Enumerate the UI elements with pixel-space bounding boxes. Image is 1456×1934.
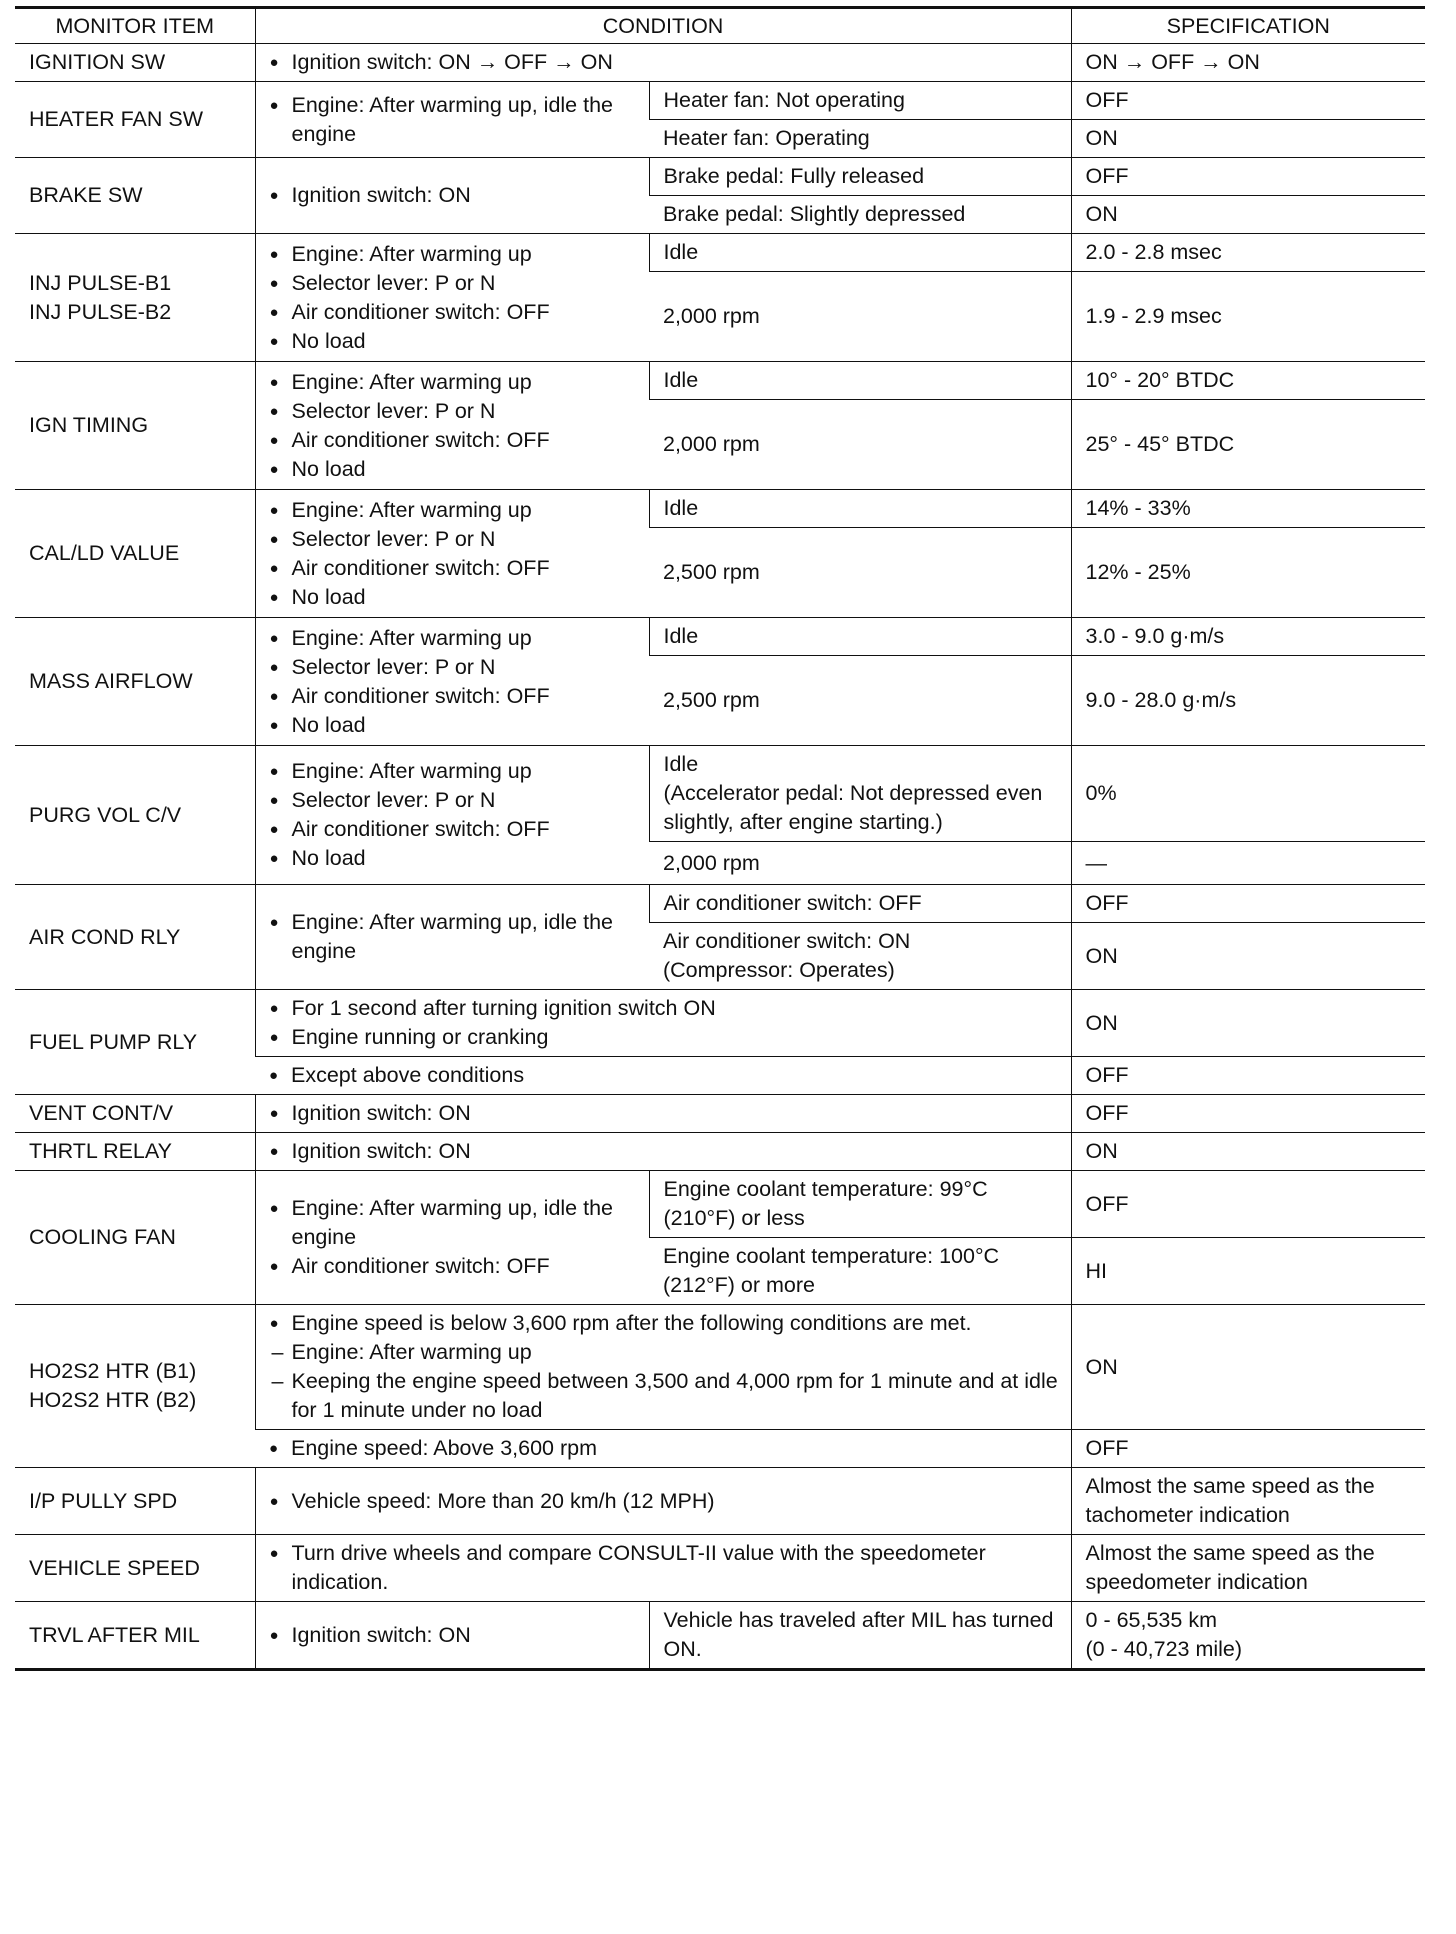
- specification-cell: 10° - 20° BTDC: [1071, 362, 1425, 400]
- table-row: [15, 158, 1425, 196]
- condition-cell: [255, 990, 1071, 1057]
- monitor-item: MASS AIRFLOW: [15, 618, 255, 746]
- table-row: [15, 44, 1425, 82]
- condition-bullet: ● Air conditioner switch: OFF: [270, 682, 637, 711]
- condition-bullet: ● Engine: After warming up: [270, 496, 637, 525]
- sub-condition-cell: Idle: [649, 362, 1071, 400]
- sub-condition-cell: Heater fan: Operating: [649, 120, 1071, 158]
- condition-dash: – Keeping the engine speed between 3,500 and 4,000 rpm for 1 minute and at idle for 1 minute under no load: [270, 1367, 1059, 1425]
- sub-condition-cell: Engine coolant temperature: 99°C (210°F) or less: [649, 1171, 1071, 1238]
- condition-cell: [255, 1133, 1071, 1171]
- condition-bullet: ● Engine speed: Above 3,600 rpm: [269, 1434, 1059, 1463]
- condition-cell: [255, 1468, 1071, 1535]
- condition-cell: [255, 1305, 1071, 1430]
- specification-cell: ON: [1071, 1133, 1425, 1171]
- monitor-table-container: [15, 6, 1425, 1671]
- condition-bullet: ● Engine: After warming up: [270, 624, 637, 653]
- condition-bullet: ● Ignition switch: ON → OFF → ON: [270, 48, 1059, 77]
- specification-cell: ON: [1071, 196, 1425, 234]
- sub-condition-cell: Idle (Accelerator pedal: Not depressed even slightly, after engine starting.): [649, 746, 1071, 842]
- monitor-item: PURG VOL C/V: [15, 746, 255, 885]
- specification-cell: OFF: [1071, 158, 1425, 196]
- specification-cell: ON: [1071, 923, 1425, 990]
- specification-cell: Almost the same speed as the tachometer indication: [1071, 1468, 1425, 1535]
- specification-cell: ON: [1071, 990, 1425, 1057]
- table-row: [15, 490, 1425, 528]
- header-condition: CONDITION: [255, 8, 1071, 44]
- condition-bullet: ● Selector lever: P or N: [270, 786, 637, 815]
- table-row: [15, 746, 1425, 842]
- table-row: [15, 618, 1425, 656]
- condition-bullet: ● Engine: After warming up: [270, 240, 637, 269]
- specification-cell: OFF: [1071, 885, 1425, 923]
- condition-cell: [255, 490, 649, 618]
- condition-bullet: ● Ignition switch: ON: [270, 1099, 1059, 1128]
- sub-condition-cell: Air conditioner switch: OFF: [649, 885, 1071, 923]
- condition-cell: [255, 234, 649, 362]
- condition-bullet: ● Engine: After warming up, idle the engine: [270, 1194, 637, 1252]
- specification-cell: 0 - 65,535 km (0 - 40,723 mile): [1071, 1602, 1425, 1670]
- specification-cell: ON: [1071, 120, 1425, 158]
- specification-cell: Almost the same speed as the speedometer indication: [1071, 1535, 1425, 1602]
- monitor-item: HEATER FAN SW: [15, 82, 255, 158]
- specification-cell: 12% - 25%: [1071, 528, 1425, 618]
- condition-bullet: ● Air conditioner switch: OFF: [270, 815, 637, 844]
- condition-bullet: ● Ignition switch: ON: [270, 1137, 1059, 1166]
- specification-cell: OFF: [1071, 1057, 1425, 1095]
- condition-cell: [255, 1057, 1071, 1095]
- monitor-item: HO2S2 HTR (B1) HO2S2 HTR (B2): [15, 1305, 255, 1468]
- monitor-item: CAL/LD VALUE: [15, 490, 255, 618]
- table-row: [15, 990, 1425, 1057]
- monitor-item: COOLING FAN: [15, 1171, 255, 1305]
- specification-cell: OFF: [1071, 1095, 1425, 1133]
- table-row: [15, 1602, 1425, 1670]
- table-row: [15, 1171, 1425, 1238]
- sub-condition-cell: Vehicle has traveled after MIL has turned ON.: [649, 1602, 1071, 1670]
- specification-cell: —: [1071, 842, 1425, 885]
- header-specification: SPECIFICATION: [1071, 8, 1425, 44]
- condition-bullet: ● Selector lever: P or N: [270, 269, 637, 298]
- monitor-item-table: [15, 6, 1425, 1671]
- sub-condition-cell: Engine coolant temperature: 100°C (212°F) or more: [649, 1238, 1071, 1305]
- specification-cell: HI: [1071, 1238, 1425, 1305]
- condition-cell: [255, 618, 649, 746]
- monitor-item: IGNITION SW: [15, 44, 255, 82]
- condition-cell: [255, 885, 649, 990]
- sub-condition-cell: Idle: [649, 234, 1071, 272]
- sub-condition-cell: Idle: [649, 618, 1071, 656]
- condition-cell: [255, 82, 649, 158]
- condition-bullet: ● Turn drive wheels and compare CONSULT-II value with the speedometer indication.: [270, 1539, 1059, 1597]
- condition-bullet: ● Selector lever: P or N: [270, 653, 637, 682]
- condition-bullet: ● Air conditioner switch: OFF: [270, 426, 637, 455]
- table-row: [15, 362, 1425, 400]
- table-row: [15, 1133, 1425, 1171]
- condition-cell: [255, 1095, 1071, 1133]
- condition-bullet: ● Vehicle speed: More than 20 km/h (12 MPH): [270, 1487, 1059, 1516]
- specification-cell: ON → OFF → ON: [1071, 44, 1425, 82]
- specification-cell: OFF: [1071, 82, 1425, 120]
- monitor-item: BRAKE SW: [15, 158, 255, 234]
- specification-cell: OFF: [1071, 1171, 1425, 1238]
- condition-cell: [255, 746, 649, 885]
- condition-bullet: ● Selector lever: P or N: [270, 525, 637, 554]
- condition-cell: [255, 158, 649, 234]
- condition-bullet: ● Air conditioner switch: OFF: [270, 298, 637, 327]
- header-monitor-item: MONITOR ITEM: [15, 8, 255, 44]
- condition-cell: [255, 1171, 649, 1305]
- table-row: [15, 1095, 1425, 1133]
- condition-bullet: ● Engine speed is below 3,600 rpm after the following conditions are met.: [270, 1309, 1059, 1338]
- sub-condition-cell: 2,500 rpm: [649, 528, 1071, 618]
- specification-cell: 9.0 - 28.0 g·m/s: [1071, 656, 1425, 746]
- condition-bullet: ● Ignition switch: ON: [270, 181, 637, 210]
- sub-condition-cell: Heater fan: Not operating: [649, 82, 1071, 120]
- table-row: [15, 234, 1425, 272]
- sub-condition-cell: Brake pedal: Fully released: [649, 158, 1071, 196]
- specification-cell: 2.0 - 2.8 msec: [1071, 234, 1425, 272]
- condition-bullet: ● No load: [270, 711, 637, 740]
- table-row: [15, 1305, 1425, 1430]
- condition-bullet: ● Ignition switch: ON: [270, 1621, 637, 1650]
- condition-bullet: ● No load: [270, 455, 637, 484]
- sub-condition-cell: Idle: [649, 490, 1071, 528]
- table-row: [15, 82, 1425, 120]
- sub-condition-cell: 2,000 rpm: [649, 272, 1071, 362]
- condition-cell: [255, 1430, 1071, 1468]
- condition-cell: [255, 44, 1071, 82]
- condition-bullet: ● Engine: After warming up, idle the engine: [270, 908, 637, 966]
- sub-condition-cell: Air conditioner switch: ON (Compressor: Operates): [649, 923, 1071, 990]
- condition-bullet: ● Air conditioner switch: OFF: [270, 554, 637, 583]
- specification-cell: 25° - 45° BTDC: [1071, 400, 1425, 490]
- monitor-item: IGN TIMING: [15, 362, 255, 490]
- table-row: [15, 885, 1425, 923]
- monitor-item: TRVL AFTER MIL: [15, 1602, 255, 1670]
- monitor-item: AIR COND RLY: [15, 885, 255, 990]
- condition-bullet: ● Engine: After warming up: [270, 757, 637, 786]
- specification-cell: OFF: [1071, 1430, 1425, 1468]
- condition-bullet: ● Air conditioner switch: OFF: [270, 1252, 637, 1281]
- specification-cell: 0%: [1071, 746, 1425, 842]
- condition-bullet: ● No load: [270, 583, 637, 612]
- condition-bullet: ● Engine: After warming up, idle the engine: [270, 91, 637, 149]
- sub-condition-cell: 2,000 rpm: [649, 842, 1071, 885]
- condition-cell: [255, 1535, 1071, 1602]
- monitor-item: I/P PULLY SPD: [15, 1468, 255, 1535]
- specification-cell: 3.0 - 9.0 g·m/s: [1071, 618, 1425, 656]
- monitor-item: VENT CONT/V: [15, 1095, 255, 1133]
- table-row: [15, 1535, 1425, 1602]
- condition-bullet: ● Selector lever: P or N: [270, 397, 637, 426]
- specification-cell: 14% - 33%: [1071, 490, 1425, 528]
- table-row: [15, 1468, 1425, 1535]
- condition-bullet: ● Except above conditions: [269, 1061, 1059, 1090]
- monitor-item: THRTL RELAY: [15, 1133, 255, 1171]
- condition-dash: – Engine: After warming up: [270, 1338, 1059, 1367]
- monitor-item: INJ PULSE-B1 INJ PULSE-B2: [15, 234, 255, 362]
- header-row: [15, 8, 1425, 44]
- sub-condition-cell: Brake pedal: Slightly depressed: [649, 196, 1071, 234]
- condition-bullet: ● No load: [270, 844, 637, 873]
- specification-cell: 1.9 - 2.9 msec: [1071, 272, 1425, 362]
- specification-cell: ON: [1071, 1305, 1425, 1430]
- sub-condition-cell: 2,500 rpm: [649, 656, 1071, 746]
- condition-cell: [255, 1602, 649, 1670]
- monitor-item: VEHICLE SPEED: [15, 1535, 255, 1602]
- condition-bullet: ● Engine running or cranking: [270, 1023, 1059, 1052]
- sub-condition-cell: 2,000 rpm: [649, 400, 1071, 490]
- condition-cell: [255, 362, 649, 490]
- condition-bullet: ● No load: [270, 327, 637, 356]
- condition-bullet: ● Engine: After warming up: [270, 368, 637, 397]
- monitor-item: FUEL PUMP RLY: [15, 990, 255, 1095]
- condition-bullet: ● For 1 second after turning ignition switch ON: [270, 994, 1059, 1023]
